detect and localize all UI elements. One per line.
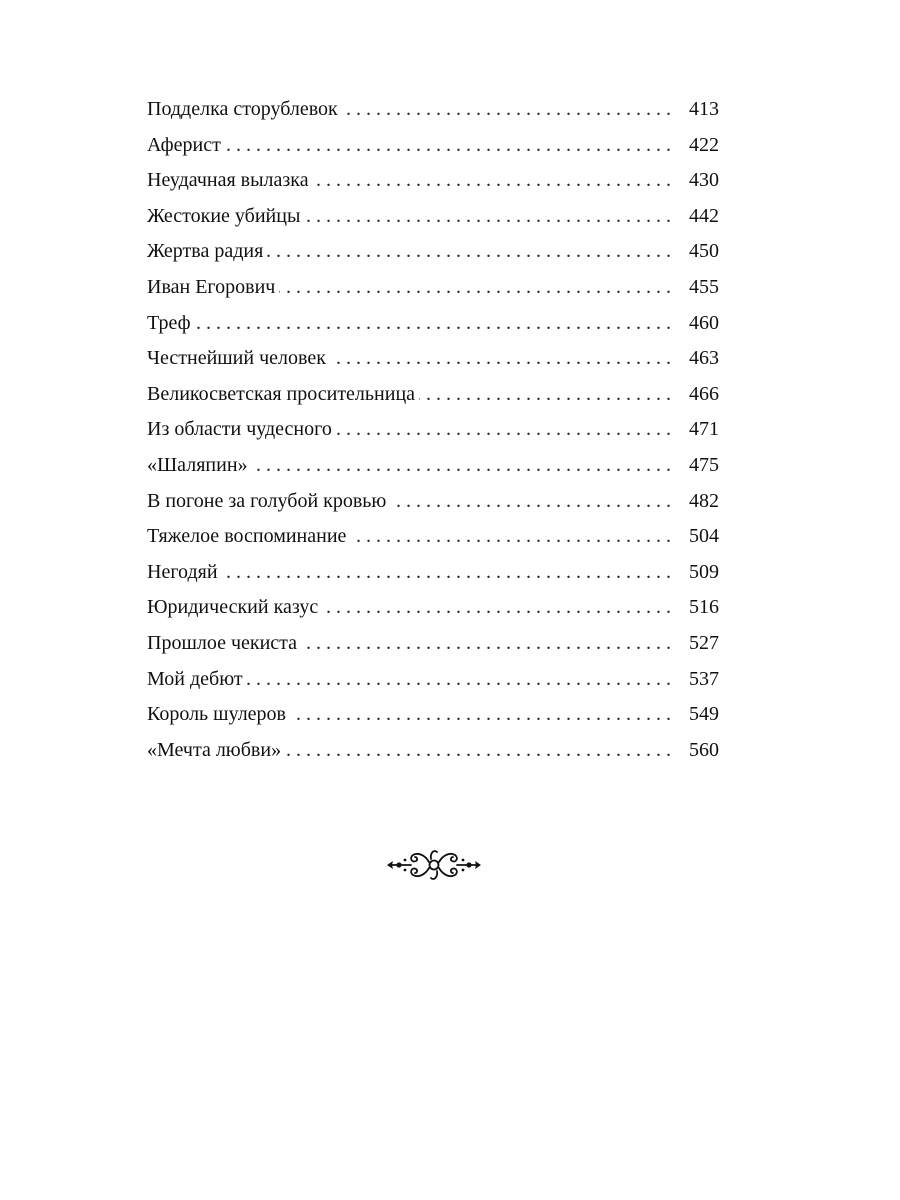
toc-entry[interactable] (147, 626, 719, 662)
toc-entry[interactable] (147, 662, 719, 698)
toc-entry-page: 413 (689, 98, 719, 120)
dot-leader (336, 412, 671, 448)
toc-entry-page: 549 (689, 703, 719, 726)
toc-entry[interactable] (147, 92, 719, 128)
toc-entry-title: Прошлое чекиста (147, 631, 298, 654)
toc-entry[interactable] (147, 270, 719, 306)
toc-entry-page: 504 (689, 525, 719, 548)
toc-entry[interactable] (147, 306, 719, 342)
toc-entry-page: 471 (689, 418, 719, 441)
dot-leader (330, 341, 671, 377)
toc-entry[interactable] (147, 377, 719, 413)
toc-entry[interactable] (147, 519, 719, 555)
dot-leader (279, 270, 671, 306)
dot-leader (290, 697, 671, 733)
toc-entry[interactable] (147, 234, 719, 270)
toc-entry-page: 422 (689, 133, 719, 156)
toc-entry-page: 463 (689, 347, 719, 370)
toc-entry[interactable] (147, 341, 719, 377)
toc-entry-title: Подделка сторублевок (147, 98, 338, 120)
toc-entry-title: Великосветская просительница (147, 382, 416, 405)
toc-entry[interactable] (147, 163, 719, 199)
toc-entry-page: 516 (689, 596, 719, 619)
toc-entry[interactable] (147, 199, 719, 235)
toc-entry[interactable] (147, 697, 719, 733)
dot-leader (322, 590, 671, 626)
toc-entry-page: 442 (689, 204, 719, 227)
toc-entry[interactable] (147, 412, 719, 448)
toc-entry-title: Негодяй (147, 560, 218, 583)
table-of-contents (147, 92, 719, 768)
toc-entry-title: Треф (147, 311, 191, 334)
toc-entry-title: Иван Егорович (147, 275, 276, 298)
toc-entry-title: Жестокие убийцы (147, 204, 301, 227)
toc-entry-page: 527 (689, 631, 719, 654)
toc-entry-title: «Шаляпин» (147, 453, 248, 476)
toc-entry[interactable] (147, 590, 719, 626)
dot-leader (304, 199, 671, 235)
toc-entry-title: Мой дебют (147, 667, 243, 690)
toc-entry-title: Король шулеров (147, 703, 287, 726)
toc-entry-page: 482 (689, 489, 719, 512)
toc-entry-title: В погоне за голубой кровью (147, 489, 387, 512)
toc-entry-title: Неудачная вылазка (147, 169, 309, 192)
dot-leader (313, 163, 671, 199)
dot-leader (342, 92, 671, 128)
dot-leader (252, 448, 671, 484)
toc-entry-title: Честнейший человек (147, 347, 326, 370)
toc-entry-title: «Мечта любви» (147, 738, 282, 761)
dot-leader (350, 519, 671, 555)
toc-entry-page: 460 (689, 311, 719, 334)
toc-entry-page: 450 (689, 240, 719, 263)
dot-leader (222, 555, 671, 591)
toc-entry-page: 475 (689, 453, 719, 476)
dot-leader (195, 306, 671, 342)
toc-entry[interactable] (147, 484, 719, 520)
dot-leader (285, 733, 671, 769)
toc-entry[interactable] (147, 448, 719, 484)
toc-entry[interactable] (147, 128, 719, 164)
toc-entry-page: 560 (689, 738, 719, 761)
toc-entry[interactable] (147, 555, 719, 591)
toc-entry-title: Аферист (147, 133, 221, 156)
dot-leader (225, 128, 671, 164)
dot-leader (267, 234, 671, 270)
dot-leader (390, 484, 671, 520)
toc-entry-title: Жертва радия (147, 240, 264, 263)
flourish-ornament-icon (385, 843, 483, 887)
dot-leader (419, 377, 671, 413)
toc-entry-page: 509 (689, 560, 719, 583)
dot-leader (247, 662, 671, 698)
toc-entry-page: 466 (689, 382, 719, 405)
toc-entry-title: Юридический казус (147, 596, 319, 619)
toc-entry-page: 430 (689, 169, 719, 192)
toc-entry-title: Тяжелое воспоминание (147, 525, 347, 548)
toc-entry-page: 455 (689, 275, 719, 298)
toc-entry-title: Из области чудесного (147, 418, 332, 441)
toc-entry-page: 537 (689, 667, 719, 690)
dot-leader (301, 626, 671, 662)
toc-entry[interactable] (147, 733, 719, 769)
